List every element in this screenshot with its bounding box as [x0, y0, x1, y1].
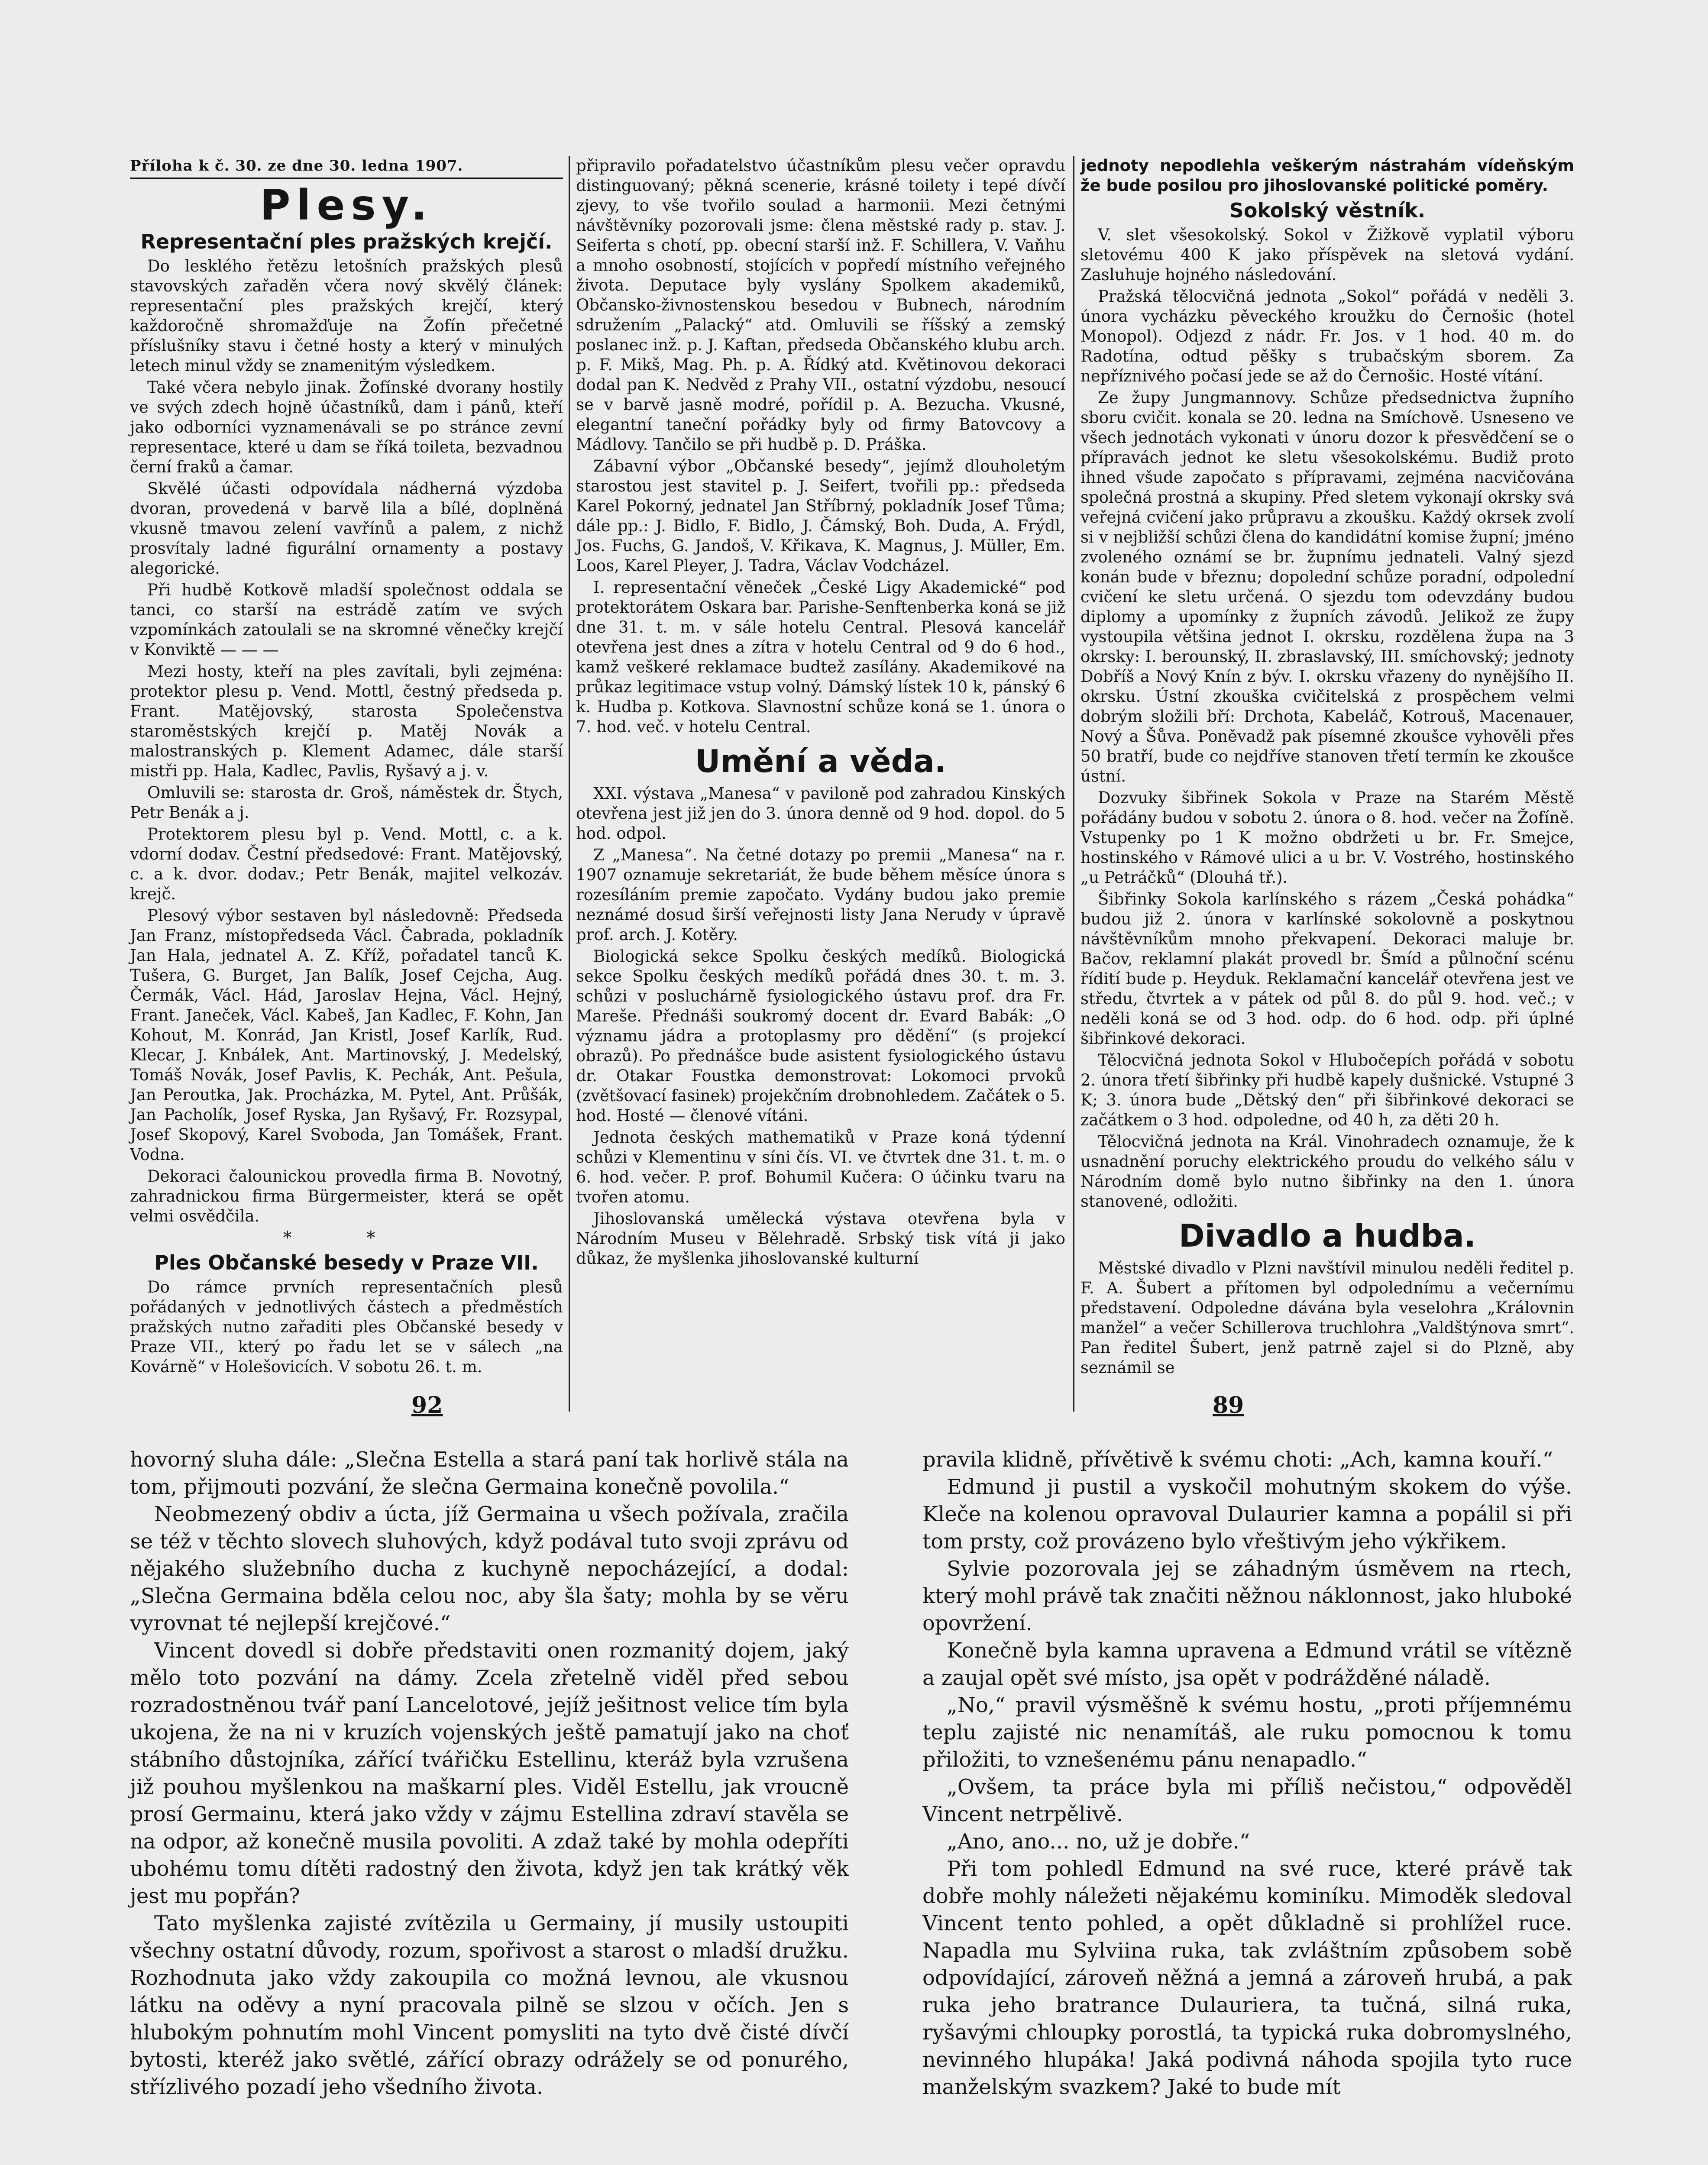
section-title-umeni: Umění a věda.: [695, 743, 947, 779]
paragraph: Zábavní výbor „Občanské besedy“, jejímž dlouholetým starostou jest stavitel p. J. Seifert, tvořili pp.: předseda Karel Pokorný, jednatel Jan Stříbrný, pokladník Josef Tůma; dále pp.: J. Bidlo, F. Bidlo, J. Čámský, Boh. Duda, A. Frýdl, Jos. Fuchs, G. Jandoš, V. Křikava, K. Magnus, J. Müller, Em. Loos, Karel Pleyer, J. Tadra, Václav Vodcházel.: [576, 457, 1065, 575]
page-number-right: 89: [1213, 1392, 1244, 1419]
page-number-left: 92: [411, 1392, 443, 1419]
section-title-krejci: Representační ples pražských krejčí.: [140, 230, 553, 253]
paragraph: Do rámce prvních representačních plesů pořádaných v jednotlivých částech a předměstích pražských nutno zařaditi ples Občanské besedy v Praze VII., který po řadu let se v sálech „na Kovárně“ v Holešovicích. V sobotu 26. t. m.: [130, 1278, 563, 1376]
novel-column-right: [922, 1446, 1572, 2101]
paragraph: Mezi hosty, kteří na ples zavítali, byli zejména: protektor plesu p. Vend. Mottl, čestný předseda p. Frant. Matějovský, starosta Společenstva staroměstských krejčí p. Matěj Novák a malostranských p. Klement Adamec, dále starší mistři pp. Hala, Kadlec, Pavlis, Ryšavý a j. v.: [130, 662, 563, 780]
paragraph: Městské divadlo v Plzni navštívil minulou neděli ředitel p. F. A. Šubert a přítomen byl odpolednímu a večernímu představení. Odpoledne dávána byla veselohra „Královnin manžel“ a večer Schillerova truchlohra „Valdštýnova smrt“. Pan ředitel Šubert, jenž patrně zajel si do Plzně, aby seznámil se: [1080, 1259, 1574, 1377]
paragraph: jednoty nepodlehla veškerým nástrahám vídeňským že bude posilou pro jihoslovanské politické poměry.: [1080, 156, 1574, 195]
newspaper-upper: [0, 156, 1708, 1412]
supplement-header: Příloha k č. 30. ze dne 30. ledna 1907.: [130, 156, 563, 179]
paragraph: připravilo pořadatelstvo účastníkům plesu večer opravdu distinguovaný; pěkná scenerie, krásné toilety i tepé dívčí zjevy, to vše tvořilo soulad a harmonii. Mezi četnými návštěvníky pozorovali jsme: člena městské rady p. stav. J. Seiferta s chotí, pp. obecní starší inž. F. Schillera, V. Vaňhu a mnoho osobností, stojících v popředí místního veřejného života. Deputace byly vyslány Spolkem akademiků, Občansko-živnostenskou besedou v Bubnech, národním sdružením „Palacký“ atd. Omluvili se říšský a zemský poslanec inž. p. J. Kaftan, předseda Občanského klubu arch. p. F. Mikš, Mag. Ph. p. A. Řídký atd. Květinovou dekoraci dodal pan K. Nedvěd z Prahy VII., ostatní výzdobu, nesoucí se v barvě jasně modré, pořídil p. A. Bezucha. Vkusné, elegantní taneční pořádky byly od firmy Batovcovy a Mádlovy. Tančilo se při hudbě p. D. Práška.: [576, 156, 1065, 454]
paragraph: I. representační věneček „České Ligy Akademické“ pod protektorátem Oskara bar. Parishe-Senftenberka koná se již dne 31. t. m. v sále hotelu Central. Plesová kancelář otevřena jest dnes a zítra v hotelu Central od 9 do 6 hod., kamž veškeré reklamace budtež zasílány. Akademikové na průkaz legitimace vstup volný. Dámský lístek 10 k, pánský 6 k. Hudba p. Kotkova. Slavnostní schůze koná se 1. února o 7. hod. več. v hotelu Central.: [576, 578, 1065, 736]
paragraph: Z „Manesa“. Na četné dotazy po premii „Manesa“ na r. 1907 oznamuje sekretariát, že bude během měsíce února s rozesíláním premie započato. Vydány budou jako premie neznámé dosud širší veřejnosti listy Jana Nerudy v úpravě prof. arch. J. Kotěry.: [576, 846, 1065, 944]
paragraph: Při hudbě Kotkově mladší společnost oddala se tanci, co starší na estrádě zatím ve svých vzpomínkách zatoulali se na skromné věnečky krejčí v Konviktě — — —: [130, 581, 563, 659]
paragraph: Šibřinky Sokola karlínského s rázem „Česká pohádka“ budou již 2. února v karlínské sokolovně a poskytnou návštěvníkům mnoho překvapení. Dekoraci maluje br. Bačov, reklamní plakát provedl br. Šmíd a půlnoční scénu řídití bude p. Heyduk. Reklamační kancelář otevřena jest ve středu, čtvrtek a v pátek od půl 8. do půl 9. hod. več.; v neděli koná se od 3 hod. odp. do 6 hod. odp. při úplné šibřinkové dekoraci.: [1080, 890, 1574, 1048]
column-umeni: [576, 156, 1065, 1270]
paragraph: Ze župy Jungmannovy. Schůze předsednictva župního sboru cvičit. konala se 20. ledna na Smíchově. Usneseno ve všech jednotách vykonati v únoru dozor k přesvědčení se o přípravách jednot ke sletu všesokolskému. Budiž proto ihned všude započato s přípravami, zejména nacvičována společná prostná a skupiny. Před sletem vykonají okrsky svá veřejná cvičení jako průpravu a zkoušku. Každý okrsek zvolí si v nejbližší schůzi člena do kandidátní komise župní; jméno zvoleného oznámí se br. župnímu jednateli. Valný sjezd konán bude v březnu; dopolední schůze poradní, odpolední cvičení ke sletu určená. O sjezdu tom odevzdány budou diplomy a upomínky z župních závodů. Jelikož ze župy vystoupila většina jednot I. okrsku, rozdělena župa na 3 okrsky: I. berounský, II. zbraslavský, III. smíchovský; jednoty Dobříš a Nový Knín z býv. I. okrsku vřazeny do nynějšího II. okrsku. Ústní zkouška cvičitelská z prospěchem velmi dobrým složili bří: Drchota, Kabeláč, Kotrouš, Macenauer, Nový a Šůva. Poněvadž pak písemné zkoušce vyhověli přes 50 bratří, bude co nejdříve stanoven třetí termín ke zkoušce ústní.: [1080, 388, 1574, 785]
paragraph: Konečně byla kamna upravena a Edmund vrátil se vítězně a zaujal opět své místo, jsa opět v podrážděné náladě.: [922, 1638, 1572, 1690]
paragraph: XXI. výstava „Manesa“ v paviloně pod zahradou Kinských otevřena jest již jen do 3. února denně od 9 hod. dopol. do 5 hod. odpol.: [576, 784, 1065, 843]
section-title-divadlo: Divadlo a hudba.: [1179, 1218, 1476, 1254]
novel-column-left: [130, 1446, 849, 2101]
paragraph: Neobmezený obdiv a úcta, jíž Germaina u všech požívala, zračila se též v těchto slovech sluhových, když podával tuto svoji zprávu od nějakého služebního ducha z kuchyně nepocházející, a dodal: „Slečna Germaina bděla celou noc, aby šla šaty; mohla by se věru vyrovnat té nejlepší krejčové.“: [130, 1502, 849, 1635]
plesy-title: Plesy.: [260, 181, 433, 229]
section-title-sokol: Sokolský věstník.: [1229, 199, 1426, 222]
paragraph: Pražská tělocvičná jednota „Sokol“ pořádá v neděli 3. února vycházku pěveckého kroužku do Černošic (hotel Monopol). Odjezd z nádr. Fr. Jos. v 1 hod. 40 m. do Radotína, odtud pěšky s trubačským sborem. Za nepříznivého počasí jede se až do Černošic. Hosté vítání.: [1080, 287, 1574, 385]
paragraph: Sylvie pozorovala jej se záhadným úsměvem na rtech, který mohl právě tak značiti něžnou náklonnost, jako hluboké opovržení.: [922, 1557, 1572, 1635]
paragraph: Jihoslovanská umělecká výstava otevřena byla v Národním Museu v Bělehradě. Srbský tisk vítá ji jako důkaz, že myšlenka jihoslovanské kulturní: [576, 1209, 1065, 1268]
paragraph: Tělocvičná jednota na Král. Vinohradech oznamuje, že k usnadnění poruchy elektrického proudu do velkého sálu v Národním domě bylo nutno šibřinky na den 1. února stanovené, odložiti.: [1080, 1132, 1574, 1211]
paragraph: „Ano, ano... no, už je dobře.“: [947, 1829, 1250, 1854]
novel-section: [0, 1446, 1708, 2165]
paragraph: Skvělé účasti odpovídala nádherná výzdoba dvoran, provedená v barvě lila a bílé, doplněná vkusně tmavou zelení vavřínů a palem, z nichž prosvítaly ladné figurální ornamenty a postavy alegorické.: [130, 479, 563, 578]
paragraph: Dozvuky šibřinek Sokola v Praze na Starém Městě pořádány budou v sobotu 2. února o 8. hod. večer na Žofíně. Vstupenky po 1 K možno obdržeti u br. Fr. Smejce, hostinského v Rámové ulici a u br. V. Vostrého, hostinského „u Petráčků“ (Dlouhá tř.).: [1080, 788, 1574, 887]
paragraph: pravila klidně, přívětivě k svému choti: „Ach, kamna kouří.“: [922, 1448, 1553, 1472]
paragraph: Edmund ji pustil a vyskočil mohutným skokem do výše. Kleče na kolenou opravoval Dulaurier kamna a popálil si při tom prsty, což provázeno bylo vřeštivým jeho výkřikem.: [922, 1475, 1572, 1554]
paragraph: Dekoraci čalounickou provedla firma B. Novotný, zahradnickou firma Bürgermeister, která se opět velmi osvědčila.: [130, 1167, 563, 1225]
paragraph: Omluvili se: starosta dr. Groš, náměstek dr. Štych, Petr Benák a j.: [130, 783, 563, 822]
paragraph: Také včera nebylo jinak. Žofínské dvorany hostily ve svých zdech hojně účastníků, dam i pánů, kteří jako odborníci vyznamenávali se po stránce zevní representace, které u dam se říká toileta, bezvadnou černí fraků a čamar.: [130, 378, 563, 476]
paragraph: „No,“ pravil výsměšně k svému hostu, „proti příjemnému teplu zajisté nic nenamítáš, ale ruku pomocnou k tomu přiložiti, to vznešenému pánu nenapadlo.“: [922, 1693, 1572, 1772]
column-plesy: [130, 156, 563, 1379]
paragraph: V. slet všesokolský. Sokol v Žižkově vyplatil výboru sletovému 400 K jako příspěvek na sletová vydání. Zasluhuje hojného následování.: [1080, 226, 1574, 284]
paragraph: Biologická sekce Spolku českých medíků. Biologická sekce Spolku českých medíků pořádá dnes 30. t. m. 3. schůzi v posluchárně fysiologického ústavu prof. dra Fr. Mareše. Přednáši soukromý docent dr. Evard Babák: „O významu jádra a protoplasmy pro dědění“ (s projekcí obrazů). Po přednášce bude asistent fysiologického ústavu dr. Otakar Foustka demonstrovat: Lokomoci prvoků (zvětšovací fasinek) projekčním drobnohledem. Začátek o 5. hod. Hosté — členové vítáni.: [576, 947, 1065, 1125]
paragraph: Jednota českých mathematiků v Praze koná týdenní schůzi v Klementinu v síni čís. VI. ve čtvrtek dne 31. t. m. o 6. hod. večer. P. prof. Bohumil Kučera: O účinku tvaru na tvořen atomu.: [576, 1128, 1065, 1206]
column-sokol: [1080, 156, 1574, 1380]
paragraph: Protektorem plesu byl p. Vend. Mottl, c. a k. vdorní dodav. Čestní předsedové: Frant. Matějovský, c. a k. dvor. dodav.; Petr Benák, majitel velkozáv. krejč.: [130, 825, 563, 903]
paragraph: „Ovšem, ta práce byla mi příliš nečistou,“ odpověděl Vincent netrpělivě.: [922, 1775, 1572, 1826]
section-title-beseda: Ples Občanské besedy v Praze VII.: [154, 1251, 539, 1274]
paragraph: Vincent dovedl si dobře představiti onen rozmanitý dojem, jaký mělo toto pozvání na dámy. Zcela zřetelně viděl před sebou rozradostněnou tvář paní Lancelotové, jejíž ješitnost velice tím byla ukojena, že na ni v kruzích vojenských ještě pamatují jako na choť stábního důstojníka, zářící tvářičku Estellinu, kteráž byla vzrušena již pouhou myšlenkou na maškarní ples. Viděl Estellu, jak vroucně prosí Germainu, která jako vždy v zájmu Estellina zdraví stavěla se na odpor, až konečně musila povoliti. A zdaž také by mohla odepříti ubohému tomu dítěti radostný den života, když jen tak krátký věk jest mu popřán?: [130, 1638, 849, 1908]
paragraph: Tato myšlenka zajisté zvítězila u Germainy, jí musily ustoupiti všechny ostatní důvody, rozum, spořivost a starost o mladší družku. Rozhodnuta jako vždy zakoupila co možná levnou, ale vkusnou látku na oděvy a nyní pracovala pilně se slzou v očích. Jen s hlubokým pohnutím mohl Vincent pomysliti na tyto dvě čisté dívčí bytosti, kteréž jako světlé, zářící obrazy odrážely se od ponurého, střízlivého pozadí jeho všedního života.: [130, 1911, 849, 2099]
section-separator: * *: [283, 1228, 410, 1248]
paragraph: Při tom pohledl Edmund na své ruce, které právě tak dobře mohly náležeti nějakému kominíku. Mimoděk sledoval Vincent tento pohled, a opět důkladně si prohlížel ruce. Napadla mu Sylviina ruka, tak zvláštním způsobem sobě odpovídající, zároveň něžná a jemná a zároveň hrubá, a pak ruka jeho bratrance Dulauriera, ta tučná, silná ruka, ryšavými chloupky porostlá, ta typická ruka dobromyslného, nevinného hlupáka! Jaká podivná náhoda spojila tyto ruce manželským svazkem? Jaké to bude mít: [922, 1857, 1572, 2099]
column-divider: [569, 156, 570, 1412]
column-divider: [1073, 156, 1074, 1412]
paragraph: hovorný sluha dále: „Slečna Estella a stará paní tak horlivě stála na tom, přijmouti pozvání, že slečna Germaina konečně povolila.“: [130, 1448, 849, 1499]
paragraph: Do lesklého řetězu letošních pražských plesů stavovských zařaděn včera nový skvělý článek: representační ples pražských krejčí, který každoročně shromažďuje na Žofín přečetné příslušníky stavu i četné hosty a který v minulých letech minul vždy se znamenitým výsledkem.: [130, 257, 563, 375]
paragraph: Tělocvičná jednota Sokol v Hlubočepích pořádá v sobotu 2. února třetí šibřinky při hudbě kapely dušnické. Vstupné 3 K; 3. února bude „Dětský den“ při šibřinkové dekoraci se začátkem o 3 hod. odpoledne, od 40 h, za děti 20 h.: [1080, 1051, 1574, 1129]
paragraph: Plesový výbor sestaven byl následovně: Předseda Jan Franz, místopředseda Václ. Čabrada, pokladník Jan Hala, jednatel A. Z. Kříž, pořadatel tanců K. Tušera, G. Burget, Jan Balík, Josef Cejcha, Aug. Čermák, Václ. Hád, Jaroslav Hejna, Václ. Hejný, Frant. Janeček, Václ. Kabeš, Jan Kadlec, F. Kohn, Jan Kohout, M. Konrád, Jan Kristl, Josef Karlík, Rud. Klecar, J. Knbálek, Ant. Martinovský, J. Medelský, Tomáš Novák, Josef Pavlis, K. Pechák, Ant. Pešula, Jan Peroutka, Jak. Procházka, M. Pytel, Ant. Průšák, Jan Pacholík, Josef Ryska, Jan Ryšavý, Fr. Rozsypal, Josef Skopový, Karel Svoboda, Jan Tomášek, Frant. Vodna.: [130, 906, 563, 1164]
